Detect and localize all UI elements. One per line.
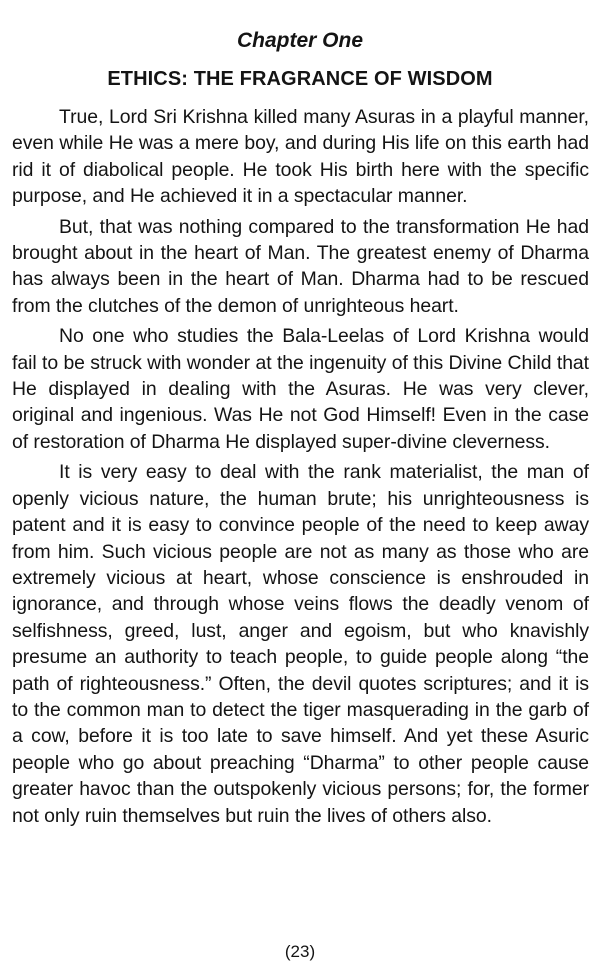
paragraph-3: No one who studies the Bala-Leelas of Lord Krishna would fail to be struck with wonder at the ingenuity of this Divine Child that He displayed in dealing with the Asuras. He was very clever, original and ingenious. Was He not God Himself! Even in the case of restoration of Dharma He displayed super-divine cleverness. <box>12 325 589 453</box>
chapter-heading: Chapter One <box>236 29 364 52</box>
paragraph-2: But, that was nothing compared to the transformation He had brought about in the heart of Man. The greatest enemy of Dharma has always been in the heart of Man. Dharma had to be rescued from the clutches of the demon of unrighteous heart. <box>12 215 589 317</box>
body-text <box>12 104 589 833</box>
paragraph-4: It is very easy to deal with the rank materialist, the man of openly vicious nature, the human brute; his unrighteousness is patent and it is easy to convince people of the need to keep away from him. Such vicious people are not as many as those who are extremely vicious at heart, whose conscience is enshrouded in ignorance, and through whose veins flows the deadly venom of selfishness, greed, lust, anger and egoism, but who knavishly presume an authority to teach people, to guide people along “the path of righteousness.” Often, the devil quotes scriptures; and it is to the common man to detect the tiger masquerading in the garb of a cow, before it is too late to save himself. And yet these Asuric people who go about preaching “Dharma” to other people cause greater havoc than the outspokenly vicious persons; for, the former not only ruin themselves but ruin the lives of others also. <box>12 461 589 827</box>
page-number: (23) <box>284 942 316 961</box>
chapter-title: ETHICS: THE FRAGRANCE OF WISDOM <box>107 68 493 90</box>
paragraph-1: True, Lord Sri Krishna killed many Asuras in a playful manner, even while He was a mere boy, and during His life on this earth had rid it of diabolical people. He took His birth here with the specific purpose, and He achieved it in a spectacular manner. <box>12 106 589 208</box>
